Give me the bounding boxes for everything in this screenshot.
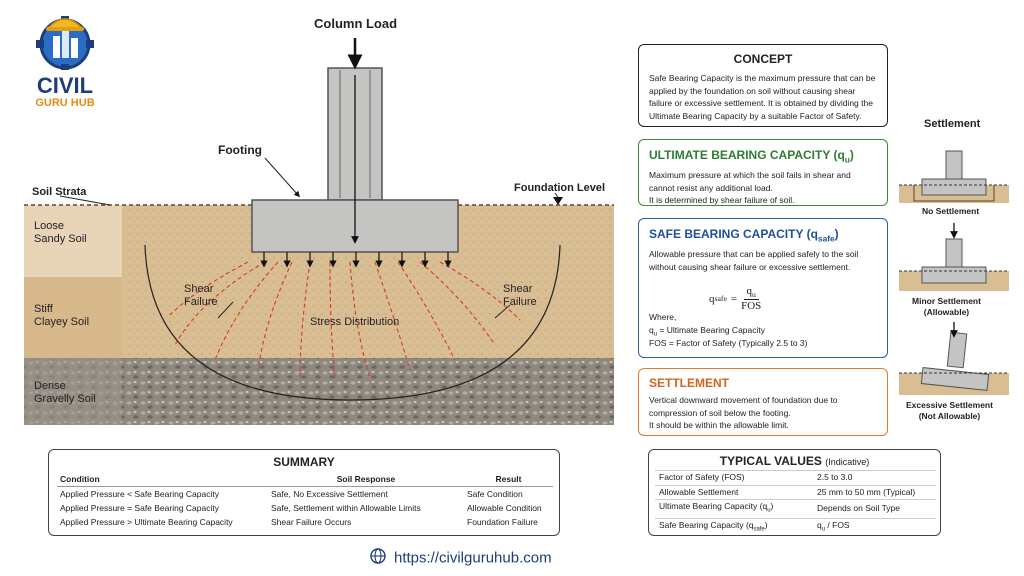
shear-failure-right-label: Shear Failure xyxy=(503,283,537,308)
ultimate-text1: Maximum pressure at which the soil fails in shear and cannot resist any additional load. xyxy=(649,170,851,193)
shear-failure-left-label: Shear Failure xyxy=(184,283,218,308)
soil-strata-label: Soil Strata xyxy=(32,186,87,198)
summary-header: Result xyxy=(464,472,553,487)
table-row: Safe Bearing Capacity $(q_{safe})$ $q_u$ / FOS xyxy=(655,519,936,538)
case-excessive-settlement: Excessive Settlement (Not Allowable) xyxy=(906,400,993,421)
typical-table xyxy=(655,470,936,537)
safe-where: Where, xyxy=(649,312,677,322)
minor-settlement-figure xyxy=(899,223,1009,291)
safe-bearing-box xyxy=(638,218,888,358)
settlement-illustrations xyxy=(894,135,1019,405)
settlement-title: SETTLEMENT xyxy=(649,376,729,390)
website-link[interactable]: https://civilguruhub.com xyxy=(394,549,552,567)
case-minor-settlement: Minor Settlement (Allowable) xyxy=(912,296,981,317)
foundation-level-label: Foundation Level xyxy=(514,182,606,194)
table-row: Applied Pressure < Safe Bearing Capacity Safe, No Excessive Settlement Safe Condition xyxy=(60,489,523,499)
safe-def2: FOS = Factor of Safety (Typically 2.5 to 3) xyxy=(649,338,808,348)
no-settlement-figure xyxy=(899,151,1009,203)
settlement-box xyxy=(638,368,888,436)
safe-text: Allowable pressure that can be applied safely to the soil without causing shear failure or excessive settlement. xyxy=(649,249,859,272)
foundation-diagram xyxy=(0,0,630,440)
layer-gravel-label: Dense Gravelly Soil xyxy=(34,380,96,405)
safe-def1: $q_u$ = Ultimate Bearing Capacity xyxy=(649,325,765,338)
concept-title: CONCEPT xyxy=(733,52,793,66)
table-row: Factor of Safety (FOS) 2.5 to 3.0 xyxy=(655,471,936,486)
concept-box xyxy=(638,44,888,127)
case-no-settlement: No Settlement xyxy=(922,206,980,216)
table-row: Applied Pressure > Ultimate Bearing Capacity Shear Failure Occurs Foundation Failure xyxy=(60,517,538,527)
layer-loose-label: Loose Sandy Soil xyxy=(34,220,87,245)
summary-header: Soil Response xyxy=(268,472,464,487)
footer xyxy=(370,548,552,568)
settlement-text2: It should be within the allowable limit. xyxy=(649,420,789,430)
ultimate-bearing-box xyxy=(638,139,888,206)
logo-line2: GURU HUB xyxy=(35,97,95,109)
summary-table xyxy=(57,472,553,529)
concept-text: Safe Bearing Capacity is the maximum pressure that can be applied by the foundation on soil without causing shear failure or excessive settlement. It is obtained by dividing the Ultimate Bearing Capacity by a suitable Factor of Safety. xyxy=(649,73,876,121)
safe-title: SAFE BEARING CAPACITY $(q_{safe})$ xyxy=(649,227,839,244)
ultimate-text2: It is determined by shear failure of soil. xyxy=(649,195,795,206)
settlement-text1: Vertical downward movement of foundation due to compression of soil below the footing. xyxy=(649,395,838,418)
safe-formula: q safe = $q_u$ FOS xyxy=(709,285,762,313)
table-row: Ultimate Bearing Capacity $(q_u)$ Depends on Soil Type xyxy=(655,500,936,519)
settlement-panel-title: Settlement xyxy=(924,118,981,130)
typical-values-box xyxy=(648,449,941,536)
table-row: Allowable Settlement 25 mm to 50 mm (Typical) xyxy=(655,485,936,500)
globe-icon xyxy=(370,548,386,568)
stress-distribution-label: Stress Distribution xyxy=(310,316,400,328)
summary-header: Condition xyxy=(57,472,268,487)
table-row: Applied Pressure = Safe Bearing Capacity Safe, Settlement within Allowable Limits Allowable Condition xyxy=(60,503,542,513)
summary-box xyxy=(48,449,560,536)
excessive-settlement-figure xyxy=(899,322,1009,395)
ultimate-title: ULTIMATE BEARING CAPACITY $(q_u)$ xyxy=(649,148,854,165)
typical-title: TYPICAL VALUES (Indicative) xyxy=(719,454,870,468)
layer-clay-label: Stiff Clayey Soil xyxy=(34,303,90,328)
column-load-label: Column Load xyxy=(314,16,398,31)
logo-line1: CIVIL xyxy=(36,73,94,98)
footing-label: Footing xyxy=(218,143,262,157)
summary-title: SUMMARY xyxy=(273,455,335,469)
